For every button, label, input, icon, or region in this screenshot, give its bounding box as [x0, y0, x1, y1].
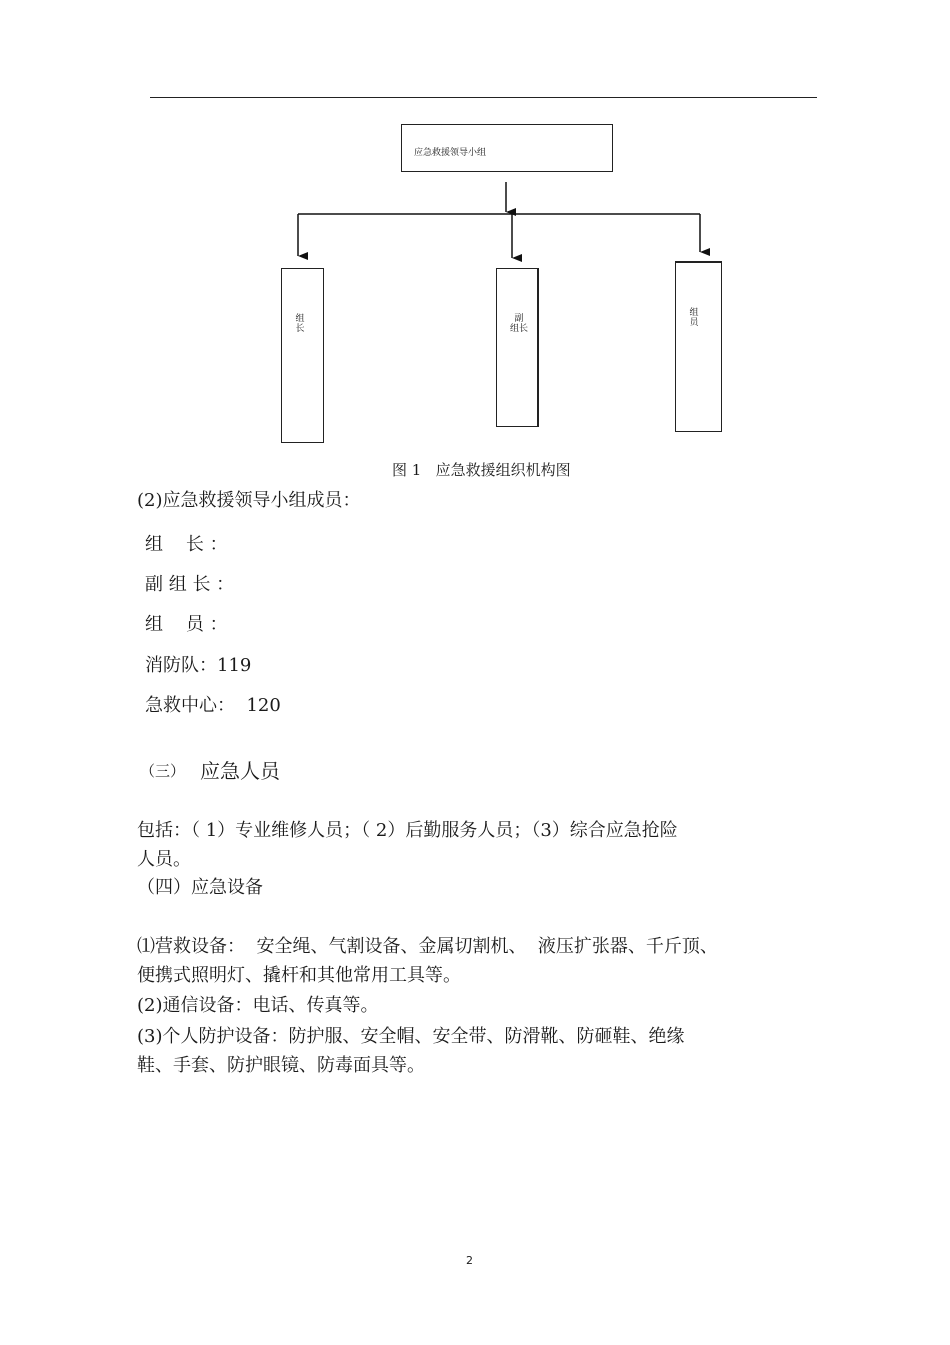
page-number: 2 — [466, 1254, 473, 1267]
org-box-leader-label: 组 长 — [295, 314, 305, 334]
org-box-deputy-leader — [496, 268, 539, 427]
org-box-leadership-group-label: 应急救援领导小组 — [414, 148, 487, 158]
equipment-item-3-line-1: (3)个人防护设备：防护服、安全帽、安全带、防滑靴、防砸鞋、绝缘 — [137, 1026, 685, 1047]
personnel-body-line-2: 人员。 — [137, 849, 191, 870]
org-box-leadership-group — [401, 124, 613, 172]
org-box-member-label: 组 员 — [689, 308, 699, 328]
figure-caption: 图 1 应急救援组织机构图 — [392, 461, 571, 479]
member-row-deputy: 副 组 长 ： — [145, 574, 235, 595]
org-chart-connectors — [0, 0, 950, 460]
personnel-section-number: （三） — [140, 762, 186, 780]
member-row-member: 组 员 ： — [145, 614, 228, 635]
org-box-member — [675, 261, 722, 432]
equipment-item-1-line-1: ⑴营救设备： 安全绳、气割设备、金属切割机、 液压扩张器、千斤顶、 — [137, 936, 718, 957]
personnel-section-title: 应急人员 — [200, 759, 280, 783]
equipment-item-3-line-2: 鞋、手套、防护眼镜、防毒面具等。 — [137, 1055, 425, 1076]
equipment-item-1-line-2: 便携式照明灯、撬杆和其他常用工具等。 — [137, 965, 461, 986]
members-heading: (2)应急救援领导小组成员： — [137, 490, 361, 511]
member-row-leader: 组 长 ： — [145, 534, 228, 555]
member-row-fire-brigade: 消防队：119 — [145, 655, 252, 676]
equipment-heading: （四）应急设备 — [137, 877, 263, 898]
org-box-leader — [281, 268, 324, 443]
org-box-deputy-leader-label: 副 组长 — [509, 314, 528, 334]
personnel-body-line-1: 包括：（ 1）专业维修人员；（ 2）后勤服务人员；（3）综合应急抢险 — [137, 820, 678, 841]
equipment-item-2: (2)通信设备：电话、传真等。 — [137, 995, 379, 1016]
member-row-emergency-center: 急救中心： 120 — [145, 695, 281, 716]
